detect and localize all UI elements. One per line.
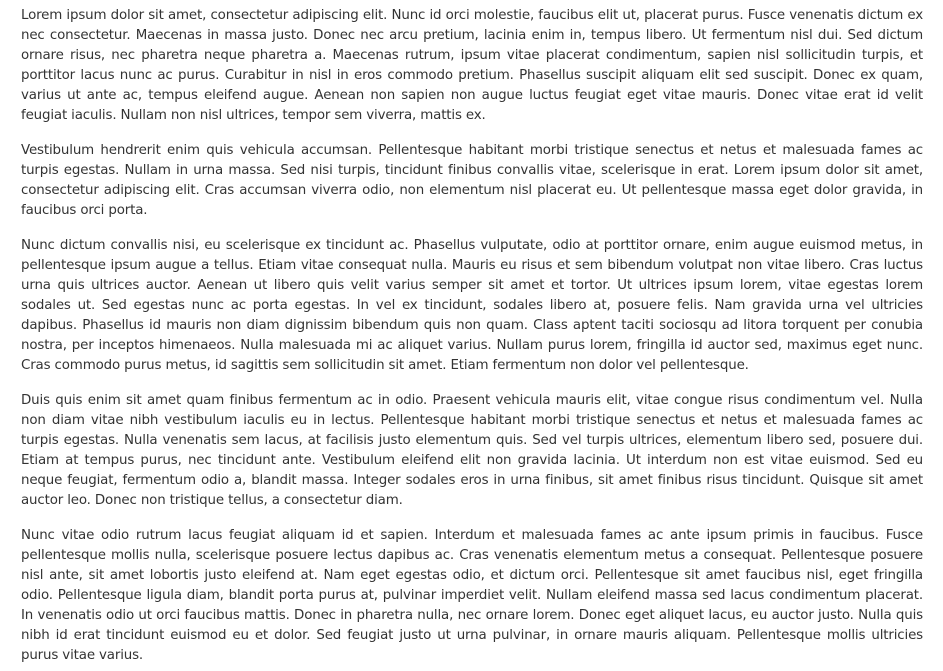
paragraph-2: Vestibulum hendrerit enim quis vehicula accumsan. Pellentesque habitant morbi tristique senectus et netus et malesuada fames ac turpis egestas. Nullam in urna massa. Sed nisi turpis, tincidunt finibus convallis vitae, scelerisque in erat. Lorem ipsum dolor sit amet, consectetur adipiscing elit. Cras accumsan viverra odio, non elementum nisl placerat eu. Ut pellentesque massa eget dolor gravida, in faucibus orci porta.	[21, 143, 923, 218]
paragraph-4: Duis quis enim sit amet quam finibus fermentum ac in odio. Praesent vehicula mauris elit, vitae congue risus condimentum vel. Nulla non diam vitae nibh vestibulum iaculis eu in lectus. Pellentesque habitant morbi tristique senectus et netus et malesuada fames ac turpis egestas. Nulla venenatis sem lacus, at facilisis justo elementum quis. Sed vel turpis ultrices, elementum libero sed, posuere dui. Etiam at tempus purus, nec tincidunt ante. Vestibulum eleifend elit non gravida lacinia. Ut interdum non est vitae euismod. Sed eu neque feugiat, fermentum odio a, blandit massa. Integer sodales eros in urna finibus, sit amet finibus risus tincidunt. Quisque sit amet auctor leo. Donec non tristique tellus, a consectetur diam.	[21, 393, 923, 508]
paragraph-3: Nunc dictum convallis nisi, eu scelerisque ex tincidunt ac. Phasellus vulputate, odio at porttitor ornare, enim augue euismod metus, in pellentesque ipsum augue a tellus. Etiam vitae consequat nulla. Mauris eu risus et sem bibendum volutpat non vitae libero. Cras luctus urna quis ultrices auctor. Aenean ut libero quis velit varius semper sit amet et tortor. Ut ultrices ipsum lorem, vitae egestas lorem sodales ut. Sed egestas nunc ac porta egestas. In vel ex tincidunt, sodales libero at, posuere felis. Nam gravida urna vel ultricies dapibus. Phasellus id mauris non diam dignissim bibendum quis non quam. Class aptent taciti sociosqu ad litora torquent per conubia nostra, per inceptos himenaeos. Nulla malesuada mi ac aliquet varius. Nullam purus lorem, fringilla id auctor sed, maximus eget nunc. Cras commodo purus metus, id sagittis sem sollicitudin sit amet. Etiam fermentum non dolor vel pellentesque.	[21, 238, 923, 373]
paragraph-1: Lorem ipsum dolor sit amet, consectetur adipiscing elit. Nunc id orci molestie, faucibus elit ut, placerat purus. Fusce venenatis dictum ex nec consectetur. Maecenas in massa justo. Donec nec arcu pretium, lacinia enim in, tempus libero. Ut fermentum nisl dui. Sed dictum ornare risus, nec pharetra neque pharetra a. Maecenas rutrum, ipsum vitae placerat condimentum, sapien nisl sollicitudin turpis, et porttitor lacus nunc ac purus. Curabitur in nisl in eros commodo pretium. Phasellus suscipit aliquam elit sed suscipit. Donec ex quam, varius ut ante ac, tempus eleifend augue. Aenean non sapien non augue luctus feugiat eget vitae mauris. Donec vitae erat id velit feugiat iaculis. Nullam non nisl ultrices, tempor sem viverra, mattis ex.	[21, 8, 923, 123]
paragraph-5: Nunc vitae odio rutrum lacus feugiat aliquam id et sapien. Interdum et malesuada fames ac ante ipsum primis in faucibus. Fusce pellentesque mollis nulla, scelerisque posuere lectus dapibus ac. Cras venenatis elementum metus a consequat. Pellentesque posuere nisl ante, sit amet lobortis justo eleifend at. Nam eget egestas odio, et dictum orci. Pellentesque sit amet faucibus nisl, eget fringilla odio. Pellentesque ligula diam, blandit porta purus at, pulvinar imperdiet velit. Nullam eleifend massa sed lacus condimentum placerat. In venenatis odio ut orci faucibus mattis. Donec in pharetra nulla, nec ornare lorem. Donec eget aliquet lacus, eu auctor justo. Nulla quis nibh id erat tincidunt euismod eu et dolor. Sed feugiat justo ut urna pulvinar, in ornare mauris aliquam. Pellentesque mollis ultricies purus vitae varius.	[21, 528, 923, 663]
